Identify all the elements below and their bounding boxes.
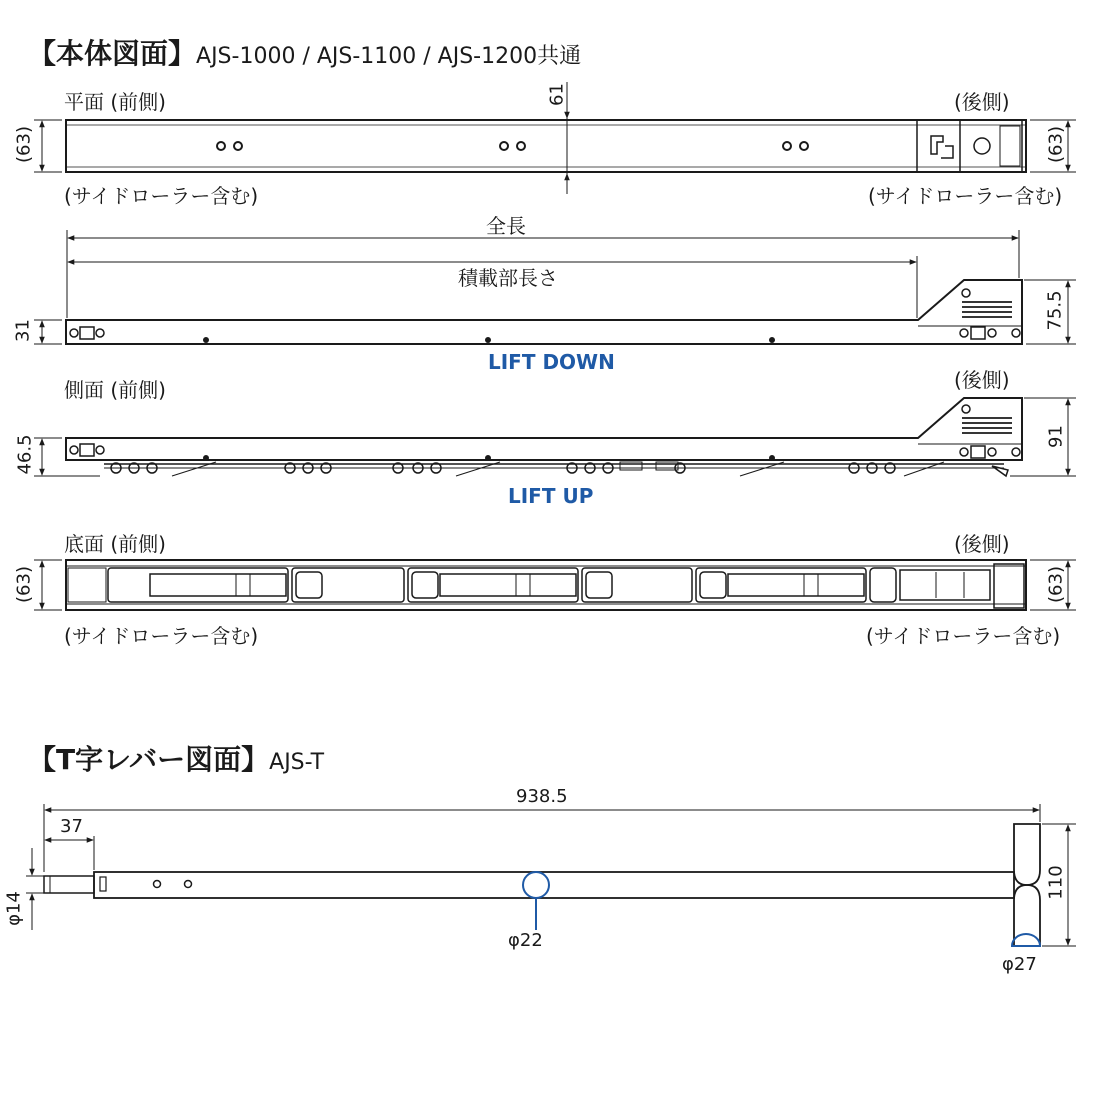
lever-dim-grip: φ27 xyxy=(1002,954,1037,975)
plan-dim-left: (63) xyxy=(13,126,35,163)
main-section-models: AJS-1000 / AJS-1100 / AJS-1200共通 xyxy=(196,44,582,69)
bottom-dim-left: (63) xyxy=(13,566,35,603)
lever-section-heading: 【T字レバー図面】 xyxy=(28,743,270,776)
t-lever-drawing xyxy=(26,804,1076,946)
lift-down-dim-left: 31 xyxy=(12,319,34,342)
lever-dim-shaft: φ14 xyxy=(3,891,25,926)
side-view-rear-label: (後側) xyxy=(954,368,1010,392)
side-view-dim-right: 91 xyxy=(1045,425,1067,448)
lever-dim-total: 938.5 xyxy=(516,786,568,807)
bottom-note-left: (サイドローラー含む) xyxy=(64,624,259,648)
lever-dim-tip: 37 xyxy=(60,816,83,837)
bottom-note-right: (サイドローラー含む) xyxy=(866,624,1061,648)
bottom-view-drawing xyxy=(34,560,1076,610)
load-length-label: 積載部長さ xyxy=(458,266,558,290)
bolt-pair xyxy=(217,142,242,150)
plan-dim-center: 61 xyxy=(546,83,568,106)
plan-view-rear-label: (後側) xyxy=(954,90,1010,114)
lever-section-title xyxy=(28,738,324,778)
lift-down-mode: LIFT DOWN xyxy=(488,350,615,374)
side-view-label: 側面 (前側) xyxy=(64,378,166,402)
bolt-pair xyxy=(500,142,525,150)
plan-view-label: 平面 (前側) xyxy=(64,90,166,114)
plan-note-left: (サイドローラー含む) xyxy=(64,184,259,208)
side-view-dim-left: 46.5 xyxy=(14,434,36,475)
main-section-heading: 【本体図面】 xyxy=(28,37,197,70)
lift-down-dim-right: 75.5 xyxy=(1044,290,1066,331)
overall-length-label: 全長 xyxy=(486,214,526,238)
bolt-pair xyxy=(783,142,808,150)
lever-dim-handle: 110 xyxy=(1045,865,1067,900)
bottom-dim-right: (63) xyxy=(1045,566,1067,603)
lever-dim-pipe: φ22 xyxy=(508,930,543,951)
bottom-view-label: 底面 (前側) xyxy=(64,532,166,556)
main-section-title xyxy=(28,32,581,72)
lever-section-model: AJS-T xyxy=(269,750,325,775)
lift-up-mode: LIFT UP xyxy=(508,484,594,508)
lift-up-drawing xyxy=(34,398,1076,476)
plan-dim-right: (63) xyxy=(1045,126,1067,163)
bottom-view-rear-label: (後側) xyxy=(954,532,1010,556)
plan-note-right: (サイドローラー含む) xyxy=(868,184,1063,208)
